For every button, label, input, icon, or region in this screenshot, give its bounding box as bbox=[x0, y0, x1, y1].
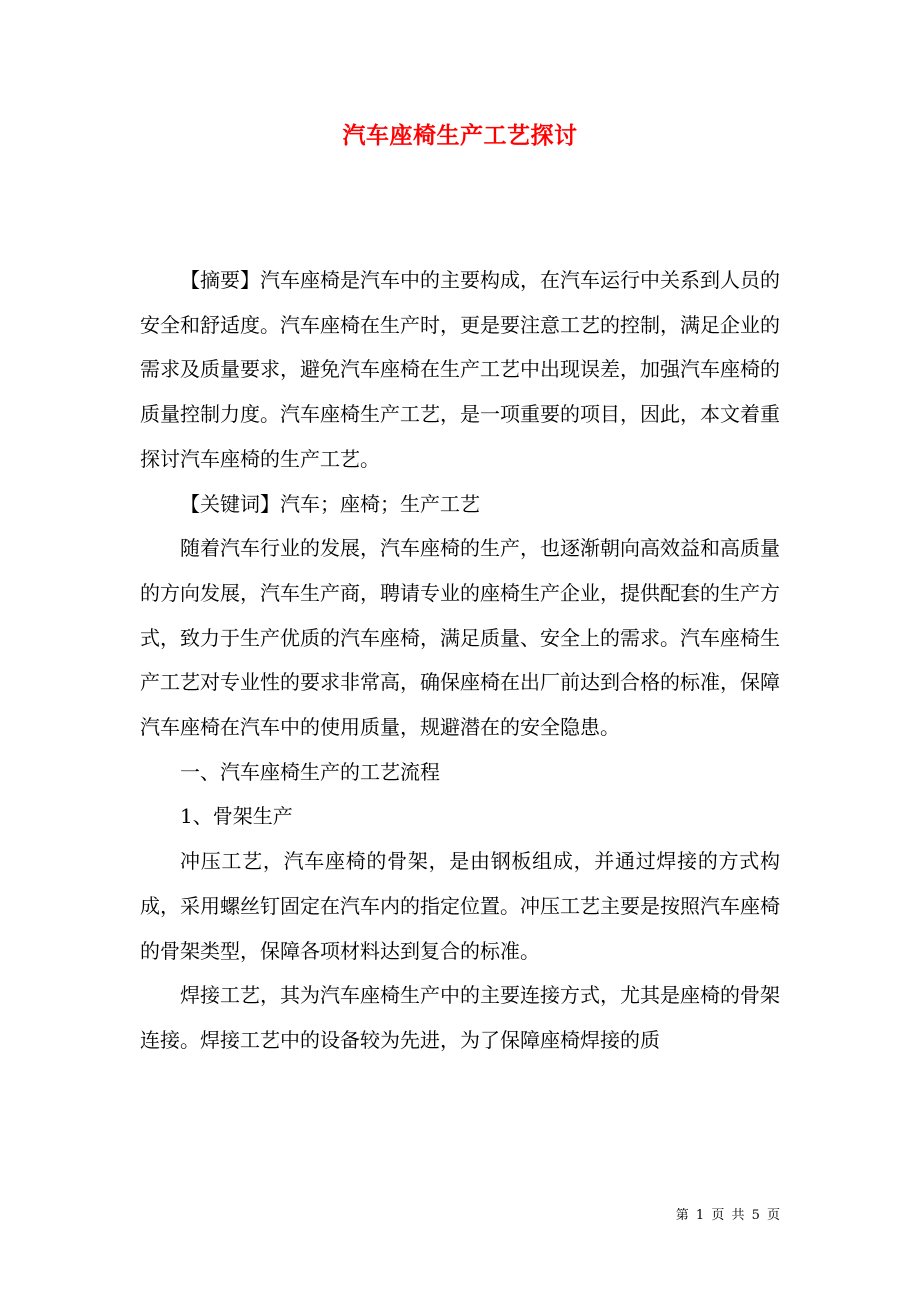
section-heading: 一、汽车座椅生产的工艺流程 bbox=[180, 759, 440, 784]
stamping-paragraph: 冲压工艺，汽车座椅的骨架，是由钢板组成，并通过焊接的方式构成，采用螺丝钉固定在汽车内的指定位置。冲压工艺主要是按照汽车座椅的骨架类型，保障各项材料达到复合的标准。 bbox=[140, 849, 780, 963]
welding-paragraph: 焊接工艺，其为汽车座椅生产中的主要连接方式，尤其是座椅的骨架连接。焊接工艺中的设备较为先进，为了保障座椅焊接的质 bbox=[140, 983, 780, 1052]
document-body bbox=[140, 258, 780, 1063]
abstract-paragraph: 【摘要】汽车座椅是汽车中的主要构成，在汽车运行中关系到人员的安全和舒适度。汽车座椅在生产时，更是要注意工艺的控制，满足企业的需求及质量要求，避免汽车座椅在生产工艺中出现误差，加强汽车座椅的质量控制力度。汽车座椅生产工艺，是一项重要的项目，因此，本文着重探讨汽车座椅的生产工艺。 bbox=[140, 268, 780, 471]
subsection-heading: 1、骨架生产 bbox=[180, 804, 293, 829]
intro-paragraph: 随着汽车行业的发展，汽车座椅的生产，也逐渐朝向高效益和高质量的方向发展，汽车生产商，聘请专业的座椅生产企业，提供配套的生产方式，致力于生产优质的汽车座椅，满足质量、安全上的需求。汽车座椅生产工艺对专业性的要求非常高，确保座椅在出厂前达到合格的标准，保障汽车座椅在汽车中的使用质量，规避潜在的安全隐患。 bbox=[140, 536, 780, 740]
page-number-footer: 第 1 页 共 5 页 bbox=[675, 1208, 780, 1223]
document-title: 汽车座椅生产工艺探讨 bbox=[342, 122, 578, 149]
keywords-paragraph: 【关键词】汽车；座椅；生产工艺 bbox=[180, 491, 480, 516]
